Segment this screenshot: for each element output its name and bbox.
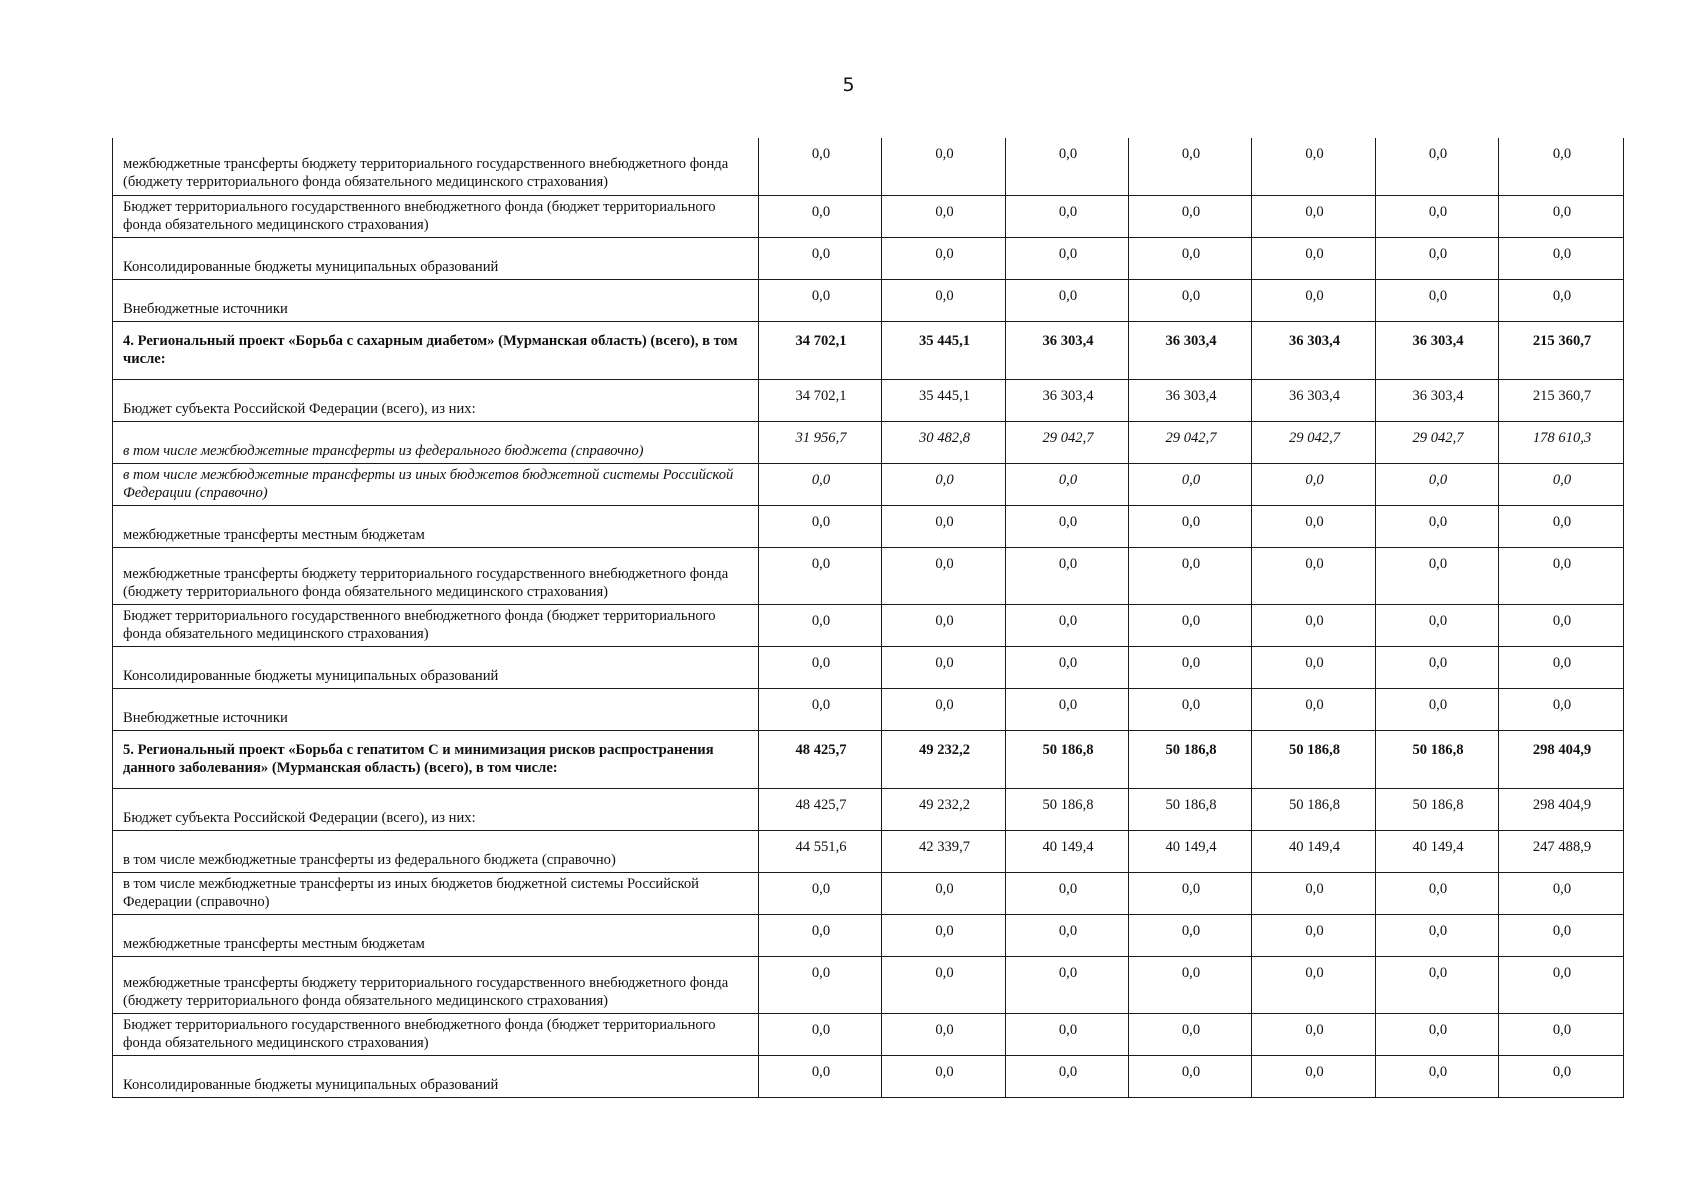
- value-cell: 178 610,3: [1499, 421, 1624, 463]
- value-cell: 0,0: [1376, 463, 1499, 505]
- value-cell: 0,0: [1252, 279, 1376, 321]
- row-label: межбюджетные трансферты бюджету территориального государственного внебюджетного фонда (бюджету территориального фонда обязательного медицинского страхования): [113, 138, 759, 195]
- table-row: [113, 957, 1624, 1014]
- value-cell: 0,0: [1376, 689, 1499, 731]
- value-cell: 0,0: [759, 505, 882, 547]
- value-cell: 50 186,8: [1252, 731, 1376, 789]
- value-cell: 0,0: [1376, 1014, 1499, 1056]
- value-cell: 36 303,4: [1376, 379, 1499, 421]
- value-cell: 50 186,8: [1376, 731, 1499, 789]
- table-row: [113, 421, 1624, 463]
- value-cell: 0,0: [1006, 138, 1129, 195]
- value-cell: 35 445,1: [882, 379, 1006, 421]
- value-cell: 0,0: [882, 604, 1006, 646]
- value-cell: 0,0: [1129, 547, 1252, 604]
- value-cell: 0,0: [1129, 1056, 1252, 1098]
- value-cell: 0,0: [1006, 1056, 1129, 1098]
- row-label: Бюджет территориального государственного внебюджетного фонда (бюджет территориального фонда обязательного медицинского страхования): [113, 195, 759, 237]
- row-label: в том числе межбюджетные трансферты из федерального бюджета (справочно): [113, 831, 759, 873]
- value-cell: 0,0: [1129, 647, 1252, 689]
- value-cell: 0,0: [759, 957, 882, 1014]
- value-cell: 0,0: [759, 547, 882, 604]
- table-row: [113, 547, 1624, 604]
- value-cell: 0,0: [1129, 195, 1252, 237]
- table-row: [113, 689, 1624, 731]
- value-cell: 0,0: [1376, 1056, 1499, 1098]
- row-label: межбюджетные трансферты бюджету территориального государственного внебюджетного фонда (бюджету территориального фонда обязательного медицинского страхования): [113, 547, 759, 604]
- value-cell: 0,0: [882, 279, 1006, 321]
- value-cell: 0,0: [882, 547, 1006, 604]
- table-row: [113, 1014, 1624, 1056]
- value-cell: 0,0: [1006, 689, 1129, 731]
- row-label: межбюджетные трансферты местным бюджетам: [113, 505, 759, 547]
- value-cell: 0,0: [1499, 957, 1624, 1014]
- row-label: в том числе межбюджетные трансферты из иных бюджетов бюджетной системы Российской Федерации (справочно): [113, 463, 759, 505]
- value-cell: 0,0: [882, 689, 1006, 731]
- value-cell: 31 956,7: [759, 421, 882, 463]
- table-row: [113, 463, 1624, 505]
- value-cell: 0,0: [759, 915, 882, 957]
- value-cell: 0,0: [759, 138, 882, 195]
- value-cell: 0,0: [1006, 237, 1129, 279]
- value-cell: 0,0: [1499, 915, 1624, 957]
- value-cell: 0,0: [882, 463, 1006, 505]
- table-row: [113, 731, 1624, 789]
- value-cell: 0,0: [1252, 195, 1376, 237]
- value-cell: 40 149,4: [1252, 831, 1376, 873]
- value-cell: 0,0: [882, 505, 1006, 547]
- value-cell: 0,0: [1252, 1014, 1376, 1056]
- table-row: [113, 138, 1624, 195]
- row-label: Бюджет территориального государственного внебюджетного фонда (бюджет территориального фонда обязательного медицинского страхования): [113, 1014, 759, 1056]
- value-cell: 0,0: [1129, 237, 1252, 279]
- value-cell: 29 042,7: [1252, 421, 1376, 463]
- value-cell: 0,0: [1376, 873, 1499, 915]
- table-row: [113, 505, 1624, 547]
- value-cell: 0,0: [1006, 647, 1129, 689]
- value-cell: 0,0: [1252, 547, 1376, 604]
- value-cell: 298 404,9: [1499, 731, 1624, 789]
- row-label: в том числе межбюджетные трансферты из федерального бюджета (справочно): [113, 421, 759, 463]
- value-cell: 0,0: [882, 915, 1006, 957]
- value-cell: 29 042,7: [1006, 421, 1129, 463]
- value-cell: 0,0: [1252, 138, 1376, 195]
- value-cell: 0,0: [882, 1056, 1006, 1098]
- value-cell: 0,0: [759, 647, 882, 689]
- value-cell: 0,0: [759, 279, 882, 321]
- value-cell: 0,0: [1499, 689, 1624, 731]
- value-cell: 0,0: [1252, 647, 1376, 689]
- value-cell: 30 482,8: [882, 421, 1006, 463]
- value-cell: 29 042,7: [1129, 421, 1252, 463]
- table-row: [113, 237, 1624, 279]
- value-cell: 42 339,7: [882, 831, 1006, 873]
- row-label: в том числе межбюджетные трансферты из иных бюджетов бюджетной системы Российской Федерации (справочно): [113, 873, 759, 915]
- value-cell: 0,0: [1376, 237, 1499, 279]
- table-row: [113, 195, 1624, 237]
- value-cell: 298 404,9: [1499, 789, 1624, 831]
- value-cell: 0,0: [1129, 915, 1252, 957]
- value-cell: 0,0: [1376, 279, 1499, 321]
- value-cell: 0,0: [1006, 957, 1129, 1014]
- row-label: межбюджетные трансферты местным бюджетам: [113, 915, 759, 957]
- value-cell: 0,0: [1499, 1056, 1624, 1098]
- value-cell: 215 360,7: [1499, 321, 1624, 379]
- value-cell: 0,0: [1499, 547, 1624, 604]
- value-cell: 0,0: [1499, 873, 1624, 915]
- value-cell: 44 551,6: [759, 831, 882, 873]
- value-cell: 36 303,4: [1376, 321, 1499, 379]
- value-cell: 36 303,4: [1006, 379, 1129, 421]
- value-cell: 0,0: [1252, 689, 1376, 731]
- value-cell: 0,0: [759, 689, 882, 731]
- value-cell: 50 186,8: [1006, 731, 1129, 789]
- value-cell: 0,0: [1499, 237, 1624, 279]
- value-cell: 0,0: [1376, 647, 1499, 689]
- value-cell: 0,0: [1006, 463, 1129, 505]
- value-cell: 0,0: [1129, 463, 1252, 505]
- row-label: Бюджет территориального государственного внебюджетного фонда (бюджет территориального фонда обязательного медицинского страхования): [113, 604, 759, 646]
- row-label: 4. Региональный проект «Борьба с сахарным диабетом» (Мурманская область) (всего), в том числе:: [113, 321, 759, 379]
- value-cell: 0,0: [882, 237, 1006, 279]
- value-cell: 0,0: [1499, 138, 1624, 195]
- value-cell: 50 186,8: [1006, 789, 1129, 831]
- value-cell: 36 303,4: [1129, 321, 1252, 379]
- table-row: [113, 604, 1624, 646]
- value-cell: 0,0: [1129, 873, 1252, 915]
- value-cell: 0,0: [1006, 873, 1129, 915]
- value-cell: 48 425,7: [759, 789, 882, 831]
- value-cell: 34 702,1: [759, 321, 882, 379]
- value-cell: 0,0: [759, 873, 882, 915]
- row-label: Внебюджетные источники: [113, 279, 759, 321]
- value-cell: 36 303,4: [1252, 321, 1376, 379]
- value-cell: 0,0: [1129, 138, 1252, 195]
- value-cell: 29 042,7: [1376, 421, 1499, 463]
- row-label: Бюджет субъекта Российской Федерации (всего), из них:: [113, 379, 759, 421]
- value-cell: 40 149,4: [1129, 831, 1252, 873]
- value-cell: 0,0: [882, 195, 1006, 237]
- value-cell: 0,0: [1376, 915, 1499, 957]
- table-row: [113, 321, 1624, 379]
- value-cell: 0,0: [1252, 915, 1376, 957]
- value-cell: 0,0: [882, 957, 1006, 1014]
- value-cell: 0,0: [1376, 138, 1499, 195]
- value-cell: 0,0: [1006, 195, 1129, 237]
- value-cell: 0,0: [1006, 1014, 1129, 1056]
- value-cell: 0,0: [1129, 604, 1252, 646]
- table-row: [113, 789, 1624, 831]
- value-cell: 0,0: [1499, 195, 1624, 237]
- value-cell: 0,0: [1376, 195, 1499, 237]
- value-cell: 50 186,8: [1252, 789, 1376, 831]
- value-cell: 0,0: [882, 1014, 1006, 1056]
- value-cell: 36 303,4: [1006, 321, 1129, 379]
- value-cell: 36 303,4: [1129, 379, 1252, 421]
- page-number: 5: [842, 74, 855, 96]
- row-label: Консолидированные бюджеты муниципальных образований: [113, 237, 759, 279]
- value-cell: 215 360,7: [1499, 379, 1624, 421]
- row-label: 5. Региональный проект «Борьба с гепатитом С и минимизация рисков распространения данного заболевания» (Мурманская область) (всего), в том числе:: [113, 731, 759, 789]
- value-cell: 0,0: [1129, 689, 1252, 731]
- value-cell: 50 186,8: [1129, 789, 1252, 831]
- value-cell: 50 186,8: [1376, 789, 1499, 831]
- value-cell: 35 445,1: [882, 321, 1006, 379]
- value-cell: 0,0: [759, 237, 882, 279]
- value-cell: 0,0: [1006, 505, 1129, 547]
- value-cell: 0,0: [1252, 237, 1376, 279]
- value-cell: 0,0: [1006, 915, 1129, 957]
- value-cell: 0,0: [1252, 505, 1376, 547]
- value-cell: 0,0: [759, 463, 882, 505]
- value-cell: 0,0: [1376, 604, 1499, 646]
- table-row: [113, 379, 1624, 421]
- table-body: [113, 138, 1624, 1098]
- value-cell: 0,0: [1129, 505, 1252, 547]
- value-cell: 0,0: [1252, 463, 1376, 505]
- table-row: [113, 279, 1624, 321]
- value-cell: 0,0: [882, 873, 1006, 915]
- value-cell: 0,0: [759, 604, 882, 646]
- row-label: Консолидированные бюджеты муниципальных образований: [113, 647, 759, 689]
- value-cell: 49 232,2: [882, 789, 1006, 831]
- row-label: межбюджетные трансферты бюджету территориального государственного внебюджетного фонда (бюджету территориального фонда обязательного медицинского страхования): [113, 957, 759, 1014]
- value-cell: 0,0: [1499, 463, 1624, 505]
- value-cell: 0,0: [1499, 647, 1624, 689]
- value-cell: 0,0: [1006, 279, 1129, 321]
- value-cell: 0,0: [1376, 505, 1499, 547]
- value-cell: 0,0: [1129, 957, 1252, 1014]
- value-cell: 0,0: [1376, 547, 1499, 604]
- table-row: [113, 915, 1624, 957]
- table-row: [113, 873, 1624, 915]
- value-cell: 50 186,8: [1129, 731, 1252, 789]
- value-cell: 0,0: [1252, 604, 1376, 646]
- value-cell: 0,0: [1252, 957, 1376, 1014]
- value-cell: 0,0: [1499, 505, 1624, 547]
- value-cell: 0,0: [759, 1056, 882, 1098]
- value-cell: 0,0: [1252, 1056, 1376, 1098]
- value-cell: 36 303,4: [1252, 379, 1376, 421]
- value-cell: 34 702,1: [759, 379, 882, 421]
- value-cell: 0,0: [1499, 1014, 1624, 1056]
- value-cell: 0,0: [882, 647, 1006, 689]
- table-row: [113, 647, 1624, 689]
- value-cell: 0,0: [1129, 279, 1252, 321]
- value-cell: 0,0: [1006, 604, 1129, 646]
- value-cell: 0,0: [1499, 279, 1624, 321]
- value-cell: 49 232,2: [882, 731, 1006, 789]
- table-row: [113, 1056, 1624, 1098]
- value-cell: 48 425,7: [759, 731, 882, 789]
- row-label: Консолидированные бюджеты муниципальных образований: [113, 1056, 759, 1098]
- value-cell: 0,0: [1129, 1014, 1252, 1056]
- value-cell: 0,0: [759, 1014, 882, 1056]
- value-cell: 0,0: [1376, 957, 1499, 1014]
- value-cell: 0,0: [1006, 547, 1129, 604]
- budget-table: [112, 138, 1624, 1098]
- value-cell: 40 149,4: [1006, 831, 1129, 873]
- table-row: [113, 831, 1624, 873]
- value-cell: 247 488,9: [1499, 831, 1624, 873]
- value-cell: 40 149,4: [1376, 831, 1499, 873]
- value-cell: 0,0: [759, 195, 882, 237]
- value-cell: 0,0: [1252, 873, 1376, 915]
- row-label: Внебюджетные источники: [113, 689, 759, 731]
- value-cell: 0,0: [882, 138, 1006, 195]
- row-label: Бюджет субъекта Российской Федерации (всего), из них:: [113, 789, 759, 831]
- value-cell: 0,0: [1499, 604, 1624, 646]
